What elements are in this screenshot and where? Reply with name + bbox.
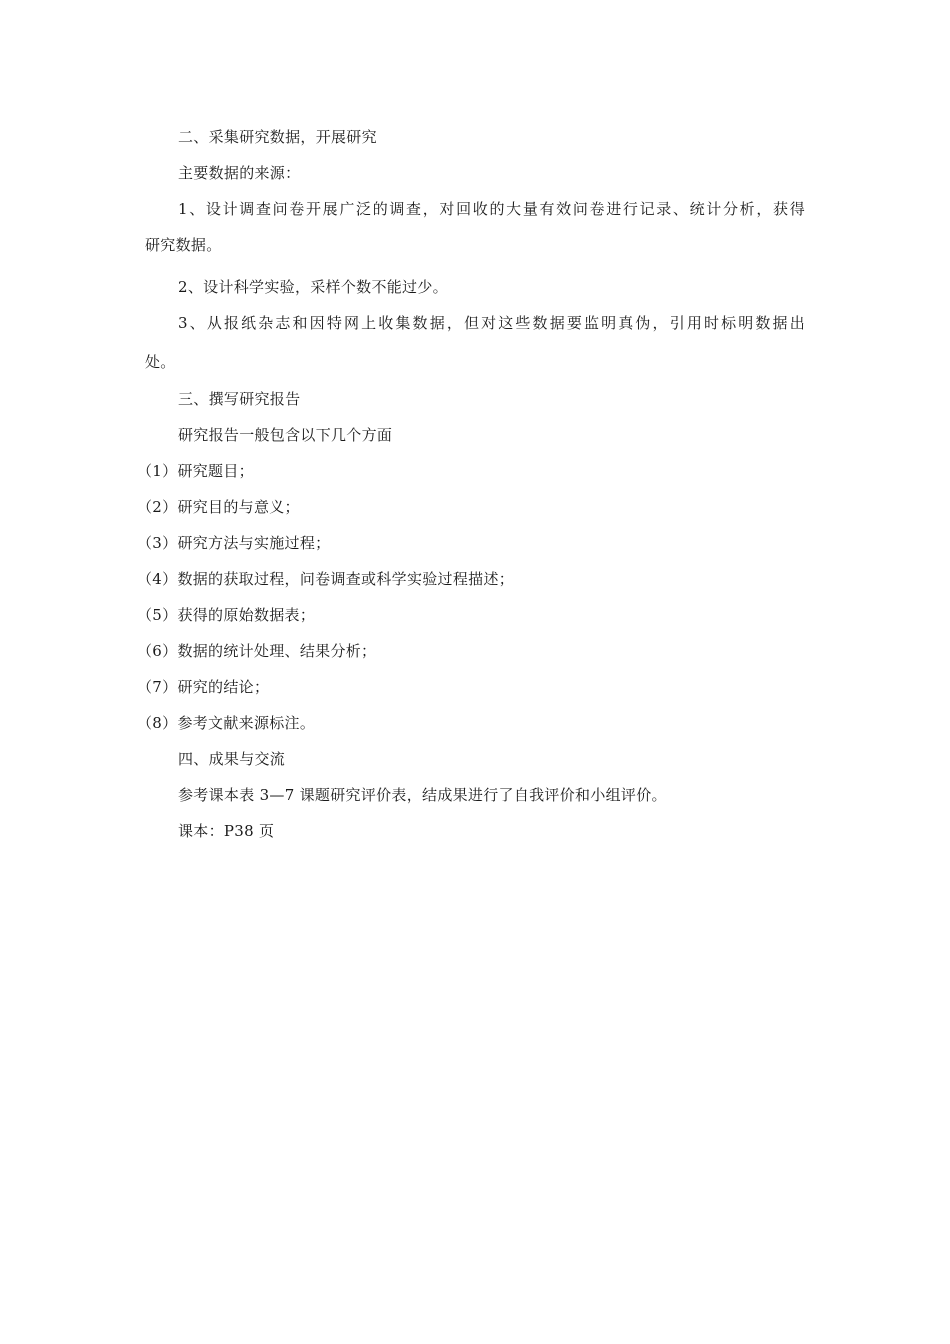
section-3-heading: 三、撰写研究报告 — [178, 390, 301, 408]
report-contents-intro: 研究报告一般包含以下几个方面 — [178, 426, 393, 444]
source-item-3-line-2: 处。 — [145, 353, 176, 371]
source-item-2: 2、设计科学实验，采样个数不能过少。 — [178, 278, 448, 296]
report-item: （1）研究题目； — [137, 462, 254, 480]
report-item: （4）数据的获取过程，问卷调查或科学实验过程描述； — [137, 570, 515, 588]
section-4-heading: 四、成果与交流 — [178, 750, 286, 768]
source-item-1-line-2: 研究数据。 — [145, 236, 222, 254]
source-item-3-line-1: 3、从报纸杂志和因特网上收集数据，但对这些数据要监明真伪，引用时标明数据出 — [178, 314, 805, 332]
source-item-1-line-1: 1、设计调查问卷开展广泛的调查，对回收的大量有效问卷进行记录、统计分析，获得 — [178, 200, 805, 218]
section-2-heading: 二、采集研究数据，开展研究 — [178, 128, 377, 146]
data-sources-intro: 主要数据的来源： — [178, 164, 301, 182]
report-item: （8）参考文献来源标注。 — [137, 714, 316, 732]
evaluation-note: 参考课本表 3—7 课题研究评价表，结成果进行了自我评价和小组评价。 — [178, 786, 667, 804]
report-item: （2）研究目的与意义； — [137, 498, 300, 516]
report-item: （7）研究的结论； — [137, 678, 270, 696]
report-item: （3）研究方法与实施过程； — [137, 534, 331, 552]
textbook-page-ref: 课本：P38 页 — [178, 822, 275, 840]
report-item: （6）数据的统计处理、结果分析； — [137, 642, 377, 660]
report-item: （5）获得的原始数据表； — [137, 606, 316, 624]
